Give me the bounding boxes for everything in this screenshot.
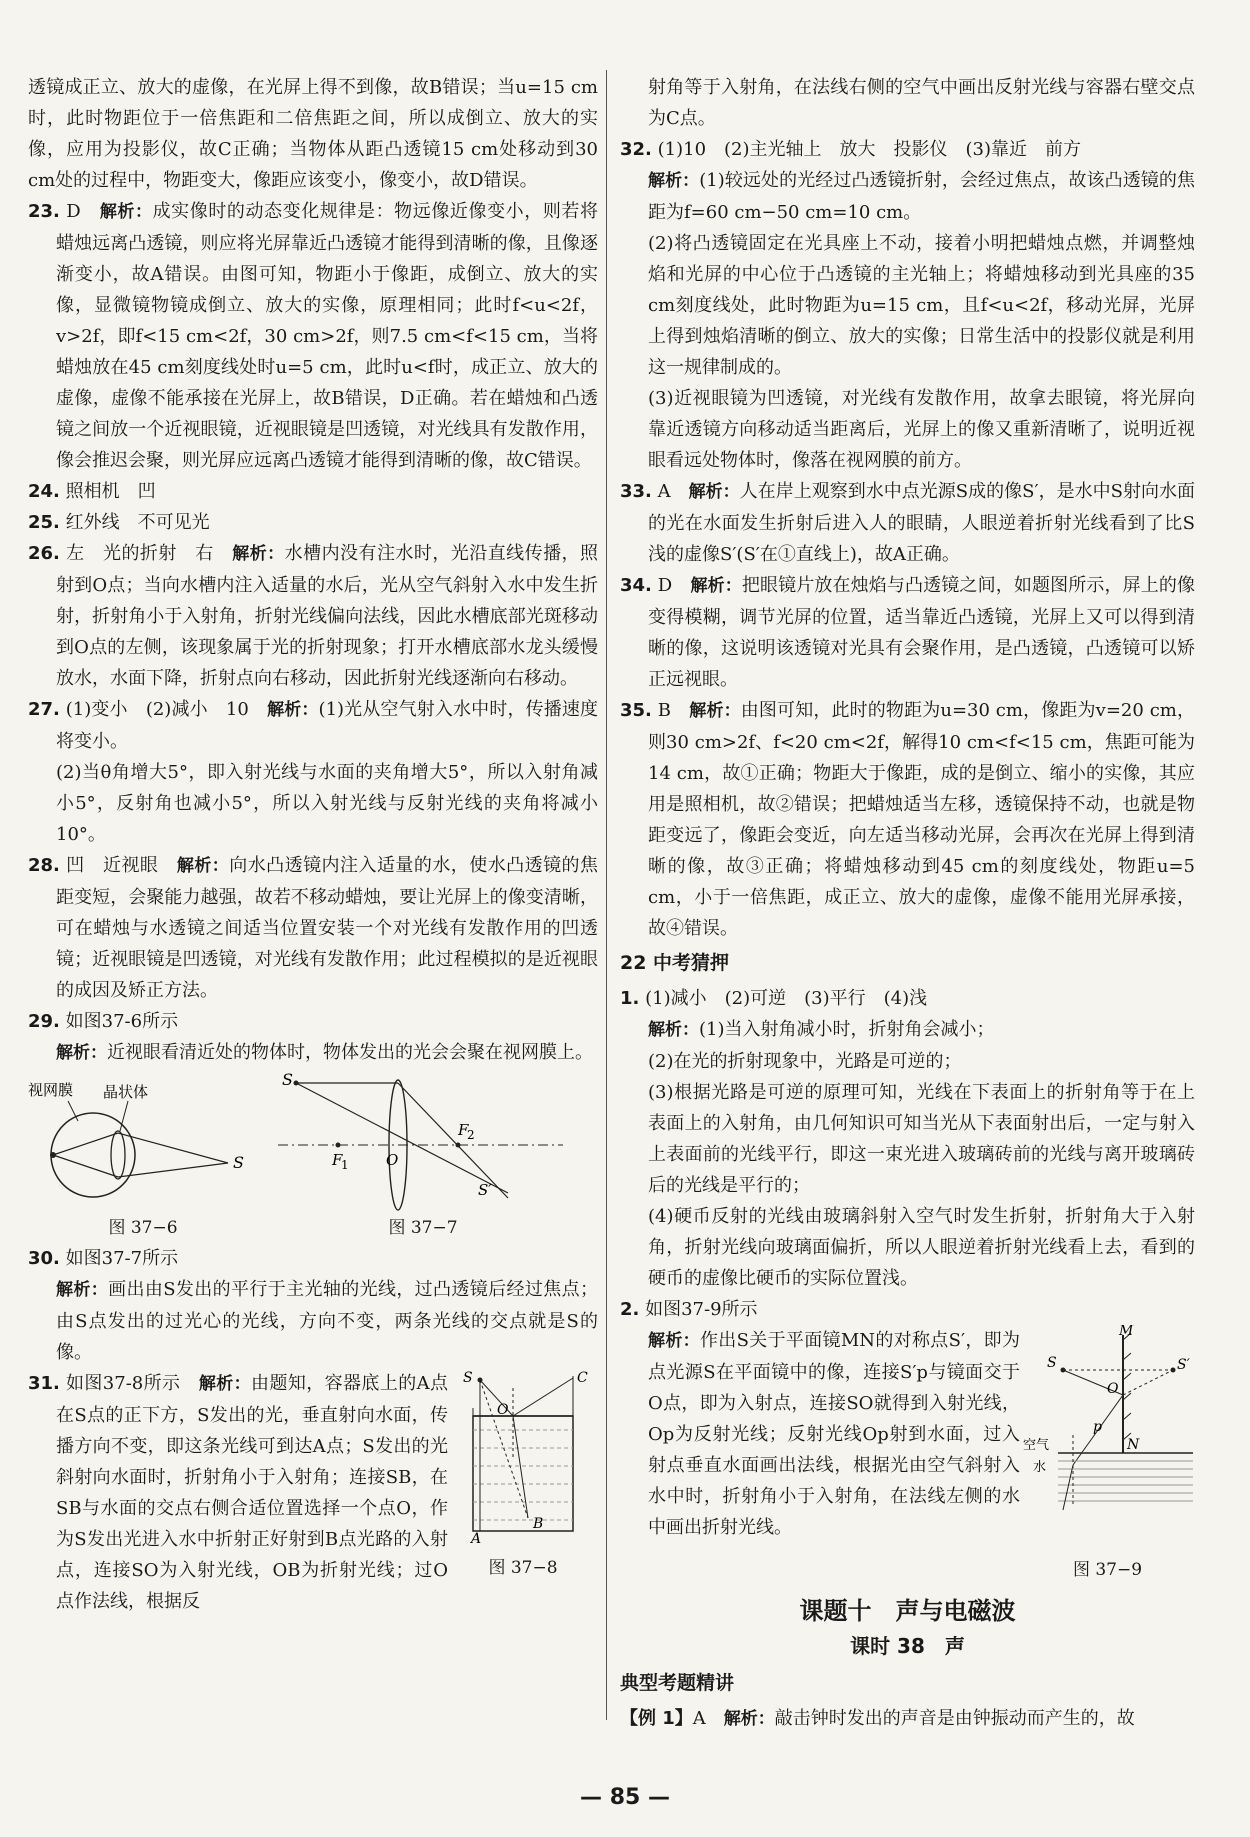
guess-1-part3: (3)根据光路是可逆的原理可知，光线在下表面上的折射角等于在上表面上的入射角，由几何知识可知当光从下表面射出后，一定与射入上表面前的光线平行，即这一束光进入玻璃砖前的光线与离开玻璃砖后的光线是平行的；: [648, 1082, 1195, 1196]
label-retina: 视网膜: [28, 1081, 74, 1099]
example-1: 【例 1】A 解析：敲击钟时发出的声音是由钟振动而产生的，故: [620, 1708, 1135, 1729]
label-f1: F: [332, 1151, 343, 1169]
svg-text:B: B: [533, 1516, 544, 1532]
svg-text:N: N: [1126, 1437, 1139, 1453]
guess-1-part4: (4)硬币反射的光线由玻璃斜射入空气时发生折射，折射角大于入射角，折射光线向玻璃面偏折，所以人眼逆着折射光线看上去，看到的硬币的虚像比硬币的实际位置浅。: [648, 1206, 1195, 1289]
label-f2: F: [458, 1121, 469, 1139]
answer-32-part3: (3)近视眼镜为凹透镜，对光线有发散作用，故拿去眼镜，将光屏向靠近透镜方向移动适当距离后，光屏上的像又重新清晰了，说明近视眼看远处物体时，像落在视网膜的前方。: [648, 388, 1195, 471]
figures-37-6-37-7: [28, 1073, 598, 1243]
figure-caption: 图 37−7: [388, 1218, 458, 1238]
answer-32: 32. (1)10 (2)主光轴上 放大 投影仪 (3)靠近 前方: [620, 139, 1082, 160]
answer-34: 34. D 解析：把眼镜片放在烛焰与凸透镜之间，如题图所示，屏上的像变得模糊，调节光屏的位置，适当靠近凸透镜，光屏上又可以得到清晰的像，这说明该透镜对光具有会聚作用，是凸透镜，凸透镜可以矫正远视眼。: [620, 575, 1196, 690]
svg-text:C: C: [577, 1370, 588, 1386]
figure-37-7: [278, 1073, 568, 1243]
figure-caption: 图 37−8: [488, 1558, 558, 1578]
label-s: S: [233, 1153, 244, 1172]
label-lens: 晶状体: [103, 1083, 149, 1101]
answer-33: 33. A 解析：人在岸上观察到水中点光源S成的像S′，是水中S射向水面的光在水面发生折射后进入人的眼睛，人眼逆着折射光线看到了比S浅的虚像S′(S′在①直线上)，故A正确。: [620, 481, 1196, 565]
topic-title: 课题十 声与电磁波: [799, 1597, 1016, 1625]
figure-37-9: [1020, 1325, 1195, 1586]
guess-2-analysis: 解析：作出S关于平面镜MN的对称点S′，即为点光源S在平面镜中的像，连接S′p与镜面交于O点，即为入射点，连接SO就得到入射光线，Op为反射光线；反射光线Op射到水面，过入射点垂直水面画出法线，根据光由空气斜射入水中时，折射角小于入射角，在法线左侧的水中画出折射光线。: [648, 1330, 1021, 1538]
convex-lens-diagram: [278, 1073, 568, 1213]
figure-caption: 图 37−6: [108, 1218, 178, 1238]
answer-24: 24. 照相机 凹: [28, 481, 156, 502]
page-number: — 85 —: [580, 1785, 670, 1810]
answer-25: 25. 红外线 不可见光: [28, 512, 210, 533]
right-column: [620, 72, 1195, 1735]
container-refraction-diagram: [453, 1368, 593, 1543]
answer-29: 29. 如图37-6所示: [28, 1011, 179, 1032]
svg-text:S: S: [463, 1370, 473, 1386]
answer-26: 26. 左 光的折射 右 解析：水槽内没有注水时，光沿直线传播，照射到O点；当向水槽内注入适量的水后，光从空气斜射入水中发生折射，折射角小于入射角，折射光线偏向法线，因此水槽底部光斑移动到O点的左侧，该现象属于光的折射现象；打开水槽底部水龙头缓慢放水，水面下降，折射点向右移动，因此折射光线逐渐向右移动。: [28, 543, 599, 689]
answer-29-analysis: 解析：近视眼看清近处的物体时，物体发出的光会会聚在视网膜上。: [56, 1042, 593, 1063]
answer-27: 27. (1)变小 (2)减小 10 解析：(1)光从空气射入水中时，传播速度将变小。: [28, 699, 599, 752]
figure-caption: 图 37−9: [1072, 1560, 1143, 1580]
section-title: 22 中考猜押: [620, 952, 730, 974]
svg-text:1: 1: [341, 1158, 349, 1172]
answer-31-block: [28, 1368, 598, 1617]
label-o: O: [386, 1151, 399, 1169]
answer-32-part1: 解析：(1)较远处的光经过凸透镜折射，会经过焦点，故该凸透镜的焦距为f=60 cm−50 cm=10 cm。: [648, 170, 1196, 223]
answer-32-part2: (2)将凸透镜固定在光具座上不动，接着小明把蜡烛点燃，并调整烛焰和光屏的中心位于凸透镜的主光轴上；将蜡烛移动到光具座的35 cm刻度线处，此时物距为u=15 cm，且f<u<2f，移动光屏，光屏上得到烛焰清晰的倒立、放大的实像；日常生活中的投影仪就是利用这一规律制成的。: [648, 233, 1195, 378]
answer-28: 28. 凹 近视眼 解析：向水凸透镜内注入适量的水，使水凸透镜的焦距变短，会聚能力越强，故若不移动蜡烛，要让光屏上的像变清晰，可在蜡烛与水透镜之间适当位置安装一个对光线有发散作用的凹透镜；近视眼镜是凹透镜，对光线有发散作用；此过程模拟的是近视眼的成因及矫正方法。: [28, 855, 599, 1001]
svg-text:A: A: [471, 1531, 482, 1543]
guess-1-part2: (2)在光的折射现象中，光路是可逆的；: [648, 1051, 962, 1072]
figure-37-6: [28, 1073, 258, 1243]
label-s-prime: S′: [478, 1181, 492, 1199]
svg-text:O: O: [1106, 1381, 1118, 1397]
paragraph: 射角等于入射角，在法线右侧的空气中画出反射光线与容器右壁交点为C点。: [648, 77, 1195, 129]
paragraph: 透镜成正立、放大的虚像，在光屏上得不到像，故B错误；当u=15 cm时，此时物距位于一倍焦距和二倍焦距之间，所以成倒立、放大的实像，应用为投影仪，故C正确；当物体从距凸透镜15 cm处移动到30 cm处的过程中，物距变大，像距应该变小，像变小，故D错误。: [28, 77, 598, 191]
guess-1-part1: 解析：(1)当入射角减小时，折射角会减小；: [648, 1019, 995, 1040]
answer-31: 31. 如图37-8所示 解析：由题知，容器底上的A点在S点的正下方，S发出的光，垂直射向水面，传播方向不变，即这条光线可到达A点；S发出的光斜射向水面时，折射角小于入射角；连接SB，在SB与水面的交点右侧合适位置选择一个点O，作为S发出光进入水中折射正好射到B点光路的入射点，连接SO为入射光线，OB为折射光线；过O点作法线，根据反: [28, 1373, 449, 1612]
eye-diagram: [28, 1073, 258, 1213]
answer-27-part2: (2)当θ角增大5°，即入射光线与水面的夹角增大5°，所以入射角减小5°，反射角也减小5°，所以入射光线与反射光线的夹角将减小10°。: [56, 762, 598, 845]
svg-text:S: S: [1046, 1355, 1057, 1371]
lesson-title: 课时 38 声: [850, 1634, 965, 1658]
guess-2-block: [620, 1325, 1195, 1586]
column-divider: [606, 70, 607, 1720]
guess-2: 2. 如图37-9所示: [620, 1299, 758, 1320]
svg-text:M: M: [1118, 1325, 1133, 1339]
svg-text:O: O: [497, 1402, 509, 1418]
left-column: [28, 72, 598, 1617]
answer-35: 35. B 解析：由图可知，此时的物距为u=30 cm，像距为v=20 cm，则30 cm>2f、f<20 cm<2f，解得10 cm<f<15 cm，焦距可能为14 cm，故①正确；物距大于像距，成的是倒立、缩小的实像，其应用是照相机，故②错误；把蜡烛适当左移，透镜保持不动，也就是物距变远了，像距会变近，向左适当移动光屏，会再次在光屏上得到清晰的像，故③正确；将蜡烛移动到45 cm的刻度线处，物距u=5 cm，小于一倍焦距，成正立、放大的虚像，虚像不能用光屏承接，故④错误。: [620, 700, 1196, 939]
svg-text:水: 水: [1032, 1460, 1046, 1475]
figure-37-8: [448, 1368, 598, 1617]
svg-text:S′: S′: [1176, 1357, 1190, 1373]
answer-30: 30. 如图37-7所示: [28, 1248, 179, 1269]
answer-23: 23. D 解析：成实像时的动态变化规律是：物远像近像变小，则若将蜡烛远离凸透镜，则应将光屏靠近凸透镜才能得到清晰的像，且像逐渐变小，故A错误。由图可知，物距小于像距，成倒立、放大的实像，显微镜物镜成倒立、放大的实像，原理相同；此时f<u<2f，v>2f，即f<15 cm<2f，30 cm>2f，则7.5 cm<f<15 cm，当将蜡烛放在45 cm刻度线处时u=5 cm，此时u<f时，成正立、放大的虚像，虚像不能承接在光屏上，故B错误，D正确。若在蜡烛和凸透镜之间放一个近视眼镜，近视眼镜是凹透镜，对光线具有发散作用，像会推迟会聚，则光屏应远离凸透镜才能得到清晰的像，故C错误。: [28, 201, 599, 471]
svg-text:空气: 空气: [1022, 1438, 1049, 1453]
label-s: S: [282, 1073, 293, 1089]
svg-text:p: p: [1092, 1419, 1102, 1435]
guess-1: 1. (1)减小 (2)可逆 (3)平行 (4)浅: [620, 988, 928, 1009]
svg-text:2: 2: [467, 1128, 475, 1142]
subsection-title: 典型考题精讲: [620, 1672, 735, 1694]
answer-30-analysis: 解析：画出由S发出的平行于主光轴的光线，过凸透镜后经过焦点；由S点发出的过光心的光线，方向不变，两条光线的交点就是S的像。: [56, 1279, 598, 1363]
mirror-diagram: [1023, 1325, 1193, 1545]
